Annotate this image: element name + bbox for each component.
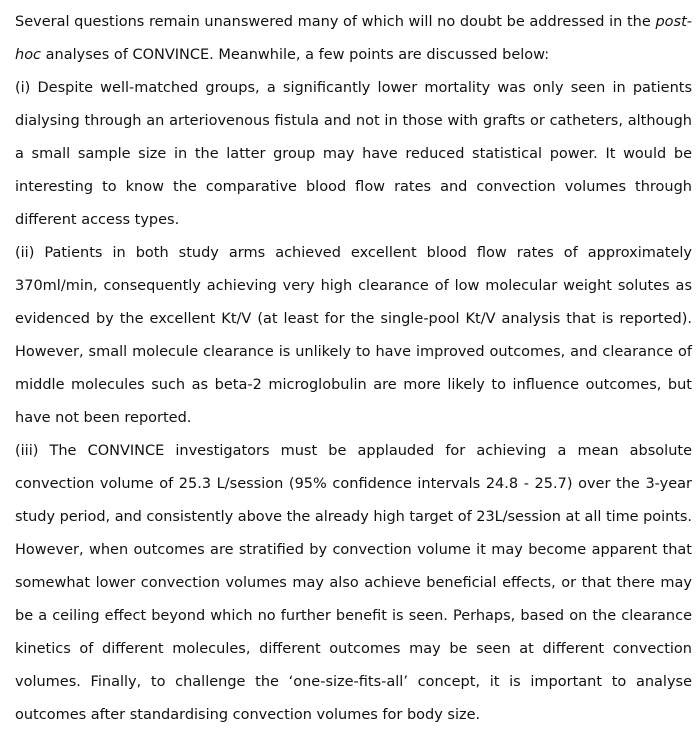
paragraph-line: (ii) Patients in both study arms achieved excellent blood flow rates of approximately xyxy=(15,245,692,261)
paragraph-line: convection volume of 25.3 L/session (95% confidence intervals 24.8 - 25.7) over the 3-year xyxy=(15,476,692,492)
paragraph-line: However, small molecule clearance is unlikely to have improved outcomes, and clearance of xyxy=(15,344,692,360)
intro-line-2 xyxy=(15,39,692,72)
paragraph-line: have not been reported. xyxy=(15,410,192,426)
paragraph-line: 370ml/min, consequently achieving very high clearance of low molecular weight solutes as xyxy=(15,278,692,294)
point-ii xyxy=(15,237,692,435)
paragraph-line: interesting to know the comparative blood flow rates and convection volumes through xyxy=(15,179,692,195)
paragraph-line: kinetics of different molecules, different outcomes may be seen at different convection xyxy=(15,641,692,657)
paragraph-line: a small sample size in the latter group may have reduced statistical power. It would be xyxy=(15,146,692,162)
paragraph-line: (iii) The CONVINCE investigators must be applauded for achieving a mean absolute xyxy=(15,443,692,459)
paragraph-line: volumes. Finally, to challenge the ‘one-size-fits-all’ concept, it is important to analyse xyxy=(15,674,692,690)
intro-text-2: analyses of CONVINCE. Meanwhile, a few points are discussed below: xyxy=(41,47,550,63)
paragraph-line: different access types. xyxy=(15,212,180,228)
paragraph-line: However, when outcomes are stratified by convection volume it may become apparent that xyxy=(15,542,692,558)
paragraph-line: (i) Despite well-matched groups, a significantly lower mortality was only seen in patients xyxy=(15,80,692,96)
intro-italic-2: hoc xyxy=(15,47,42,63)
point-i xyxy=(15,72,692,237)
point-iii xyxy=(15,435,692,732)
paragraph-line: be a ceiling effect beyond which no further benefit is seen. Perhaps, based on the clearance xyxy=(15,608,692,624)
paragraph-line: study period, and consistently above the already high target of 23L/session at all time points. xyxy=(15,509,692,525)
document-body xyxy=(15,6,692,732)
intro-line-1 xyxy=(15,6,692,39)
paragraph-line: dialysing through an arteriovenous fistula and not in those with grafts or catheters, although xyxy=(15,113,692,129)
paragraph-line: evidenced by the excellent Kt/V (at least for the single-pool Kt/V analysis that is reported). xyxy=(15,311,692,327)
paragraph-line: somewhat lower convection volumes may also achieve beneficial effects, or that there may xyxy=(15,575,692,591)
intro-text-1: Several questions remain unanswered many of which will no doubt be addressed in the xyxy=(15,14,656,30)
intro-italic-1: post- xyxy=(655,14,692,30)
paragraph-line: outcomes after standardising convection volumes for body size. xyxy=(15,707,481,723)
paragraph-line: middle molecules such as beta-2 microglobulin are more likely to influence outcomes, but xyxy=(15,377,692,393)
